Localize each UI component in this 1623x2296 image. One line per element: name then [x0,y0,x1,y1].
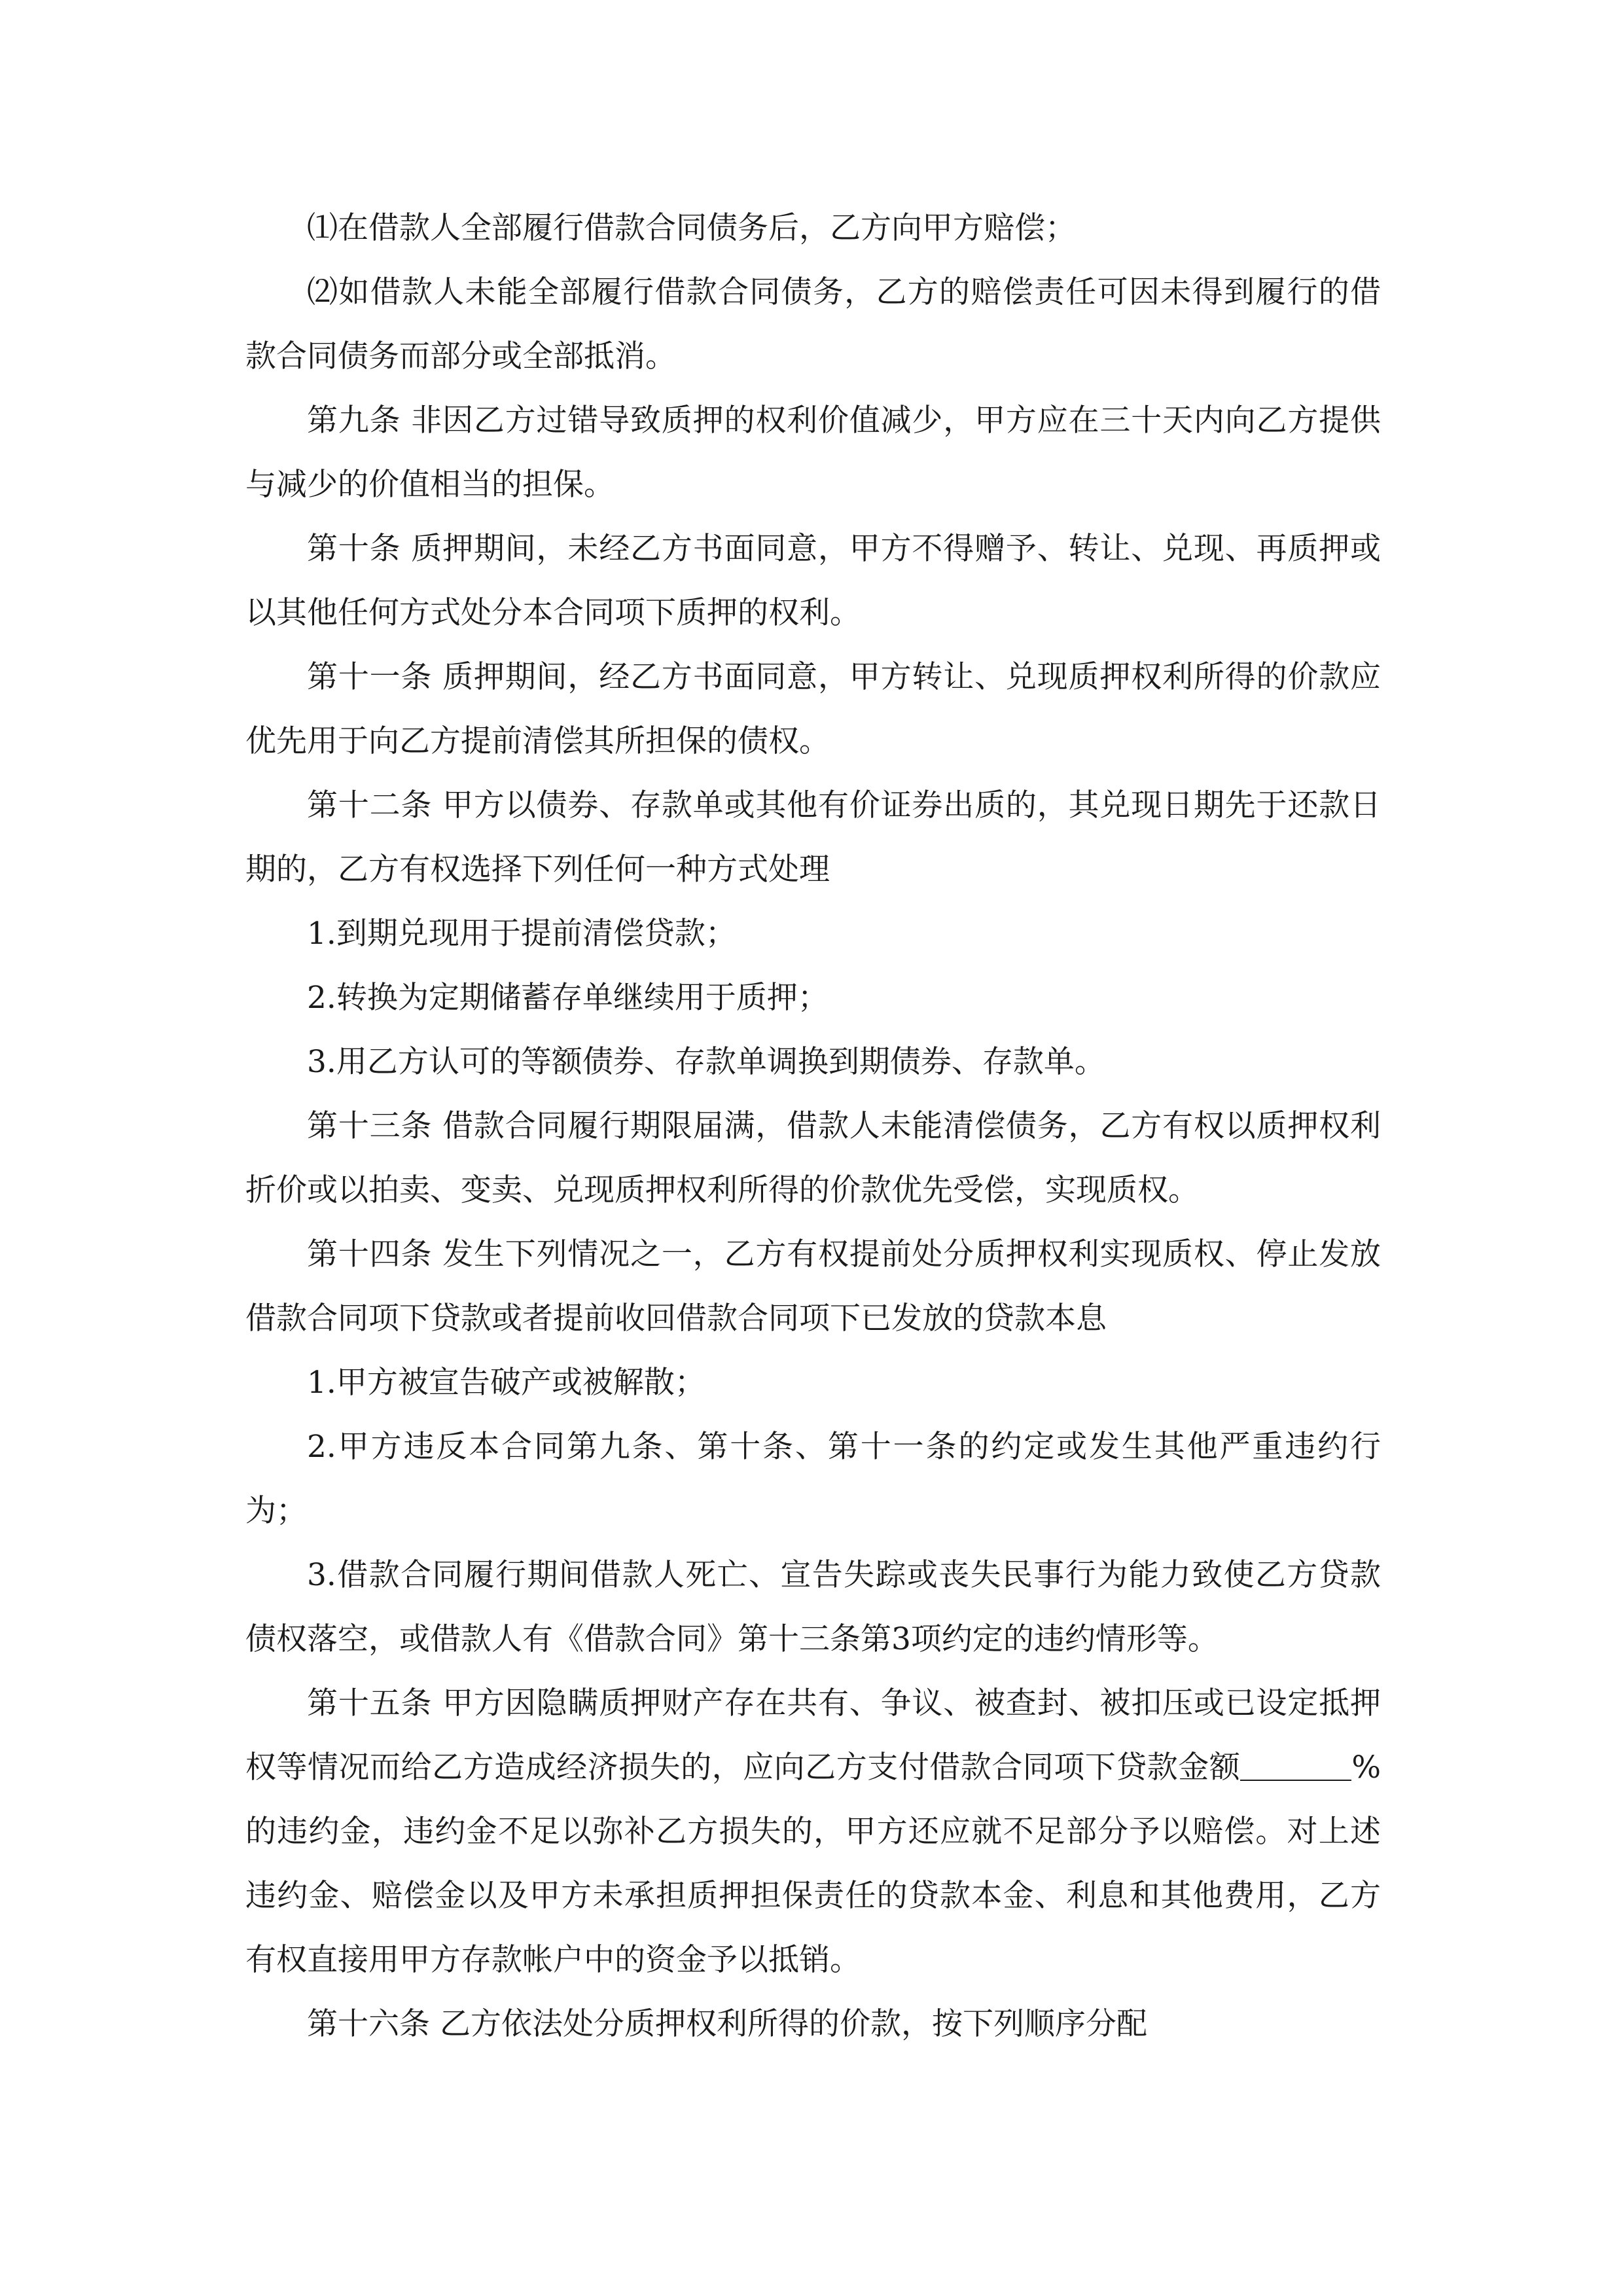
paragraph: 1.甲方被宣告破产或被解散； [307,1365,705,1401]
paragraph: 第十一条 质押期间，经乙方书面同意，甲方转让、兑现质押权利所得的价款应优先用于向乙方提前清偿其所担保的债权。 [245,659,1381,759]
article-15-text-start: 第十五条 甲方因隐瞒质押财产存在共有、争议、被查封、被扣压或已设定抵押权等情况而给乙方造成经济损失的，应向乙方支付借款合同项下贷款金额 [245,1685,1381,1785]
paragraph: 2.甲方违反本合同第九条、第十条、第十一条的约定或发生其他严重违约行为； [245,1429,1381,1529]
paragraph: 第九条 非因乙方过错导致质押的权利价值减少，甲方应在三十天内向乙方提供与减少的价值相当的担保。 [245,403,1381,503]
document-body [245,196,1381,2056]
paragraph: 第十二条 甲方以债券、存款单或其他有价证券出质的，其兑现日期先于还款日期的，乙方有权选择下列任何一种方式处理 [245,787,1381,888]
paragraph: ⑵如借款人未能全部履行借款合同债务，乙方的赔偿责任可因未得到履行的借款合同债务而部分或全部抵消。 [245,274,1381,374]
penalty-rate-blank [1240,1749,1351,1781]
paragraph-article-16: 第十六条 乙方依法处分质押权利所得的价款，按下列顺序分配 [307,2006,1147,2042]
paragraph: 3.借款合同履行期间借款人死亡、宣告失踪或丧失民事行为能力致使乙方贷款债权落空，或借款人有《借款合同》第十三条第3项约定的违约情形等。 [245,1557,1381,1657]
paragraph: 第十条 质押期间，未经乙方书面同意，甲方不得赠予、转让、兑现、再质押或以其他任何方式处分本合同项下质押的权利。 [245,531,1381,631]
paragraph: ⑴在借款人全部履行借款合同债务后，乙方向甲方赔偿； [307,210,1076,246]
paragraph: 第十四条 发生下列情况之一，乙方有权提前处分质押权利实现质权、停止发放借款合同项下贷款或者提前收回借款合同项下已发放的贷款本息 [245,1236,1381,1336]
paragraph-article-15 [245,1672,1381,1992]
paragraph: 2.转换为定期储蓄存单继续用于质押； [307,980,829,1016]
paragraph: 第十三条 借款合同履行期限届满，借款人未能清偿债务，乙方有权以质押权利折价或以拍卖、变卖、兑现质押权利所得的价款优先受偿，实现质权。 [245,1108,1381,1208]
paragraph: 1.到期兑现用于提前清偿贷款； [307,916,736,952]
article-15-text-end: %的违约金，违约金不足以弥补乙方损失的，甲方还应就不足部分予以赔偿。对上述违约金、赔偿金以及甲方未承担质押担保责任的贷款本金、利息和其他费用，乙方有权直接用甲方存款帐户中的资金予以抵销。 [245,1749,1381,1978]
paragraph: 3.用乙方认可的等额债券、存款单调换到期债券、存款单。 [307,1044,1105,1080]
